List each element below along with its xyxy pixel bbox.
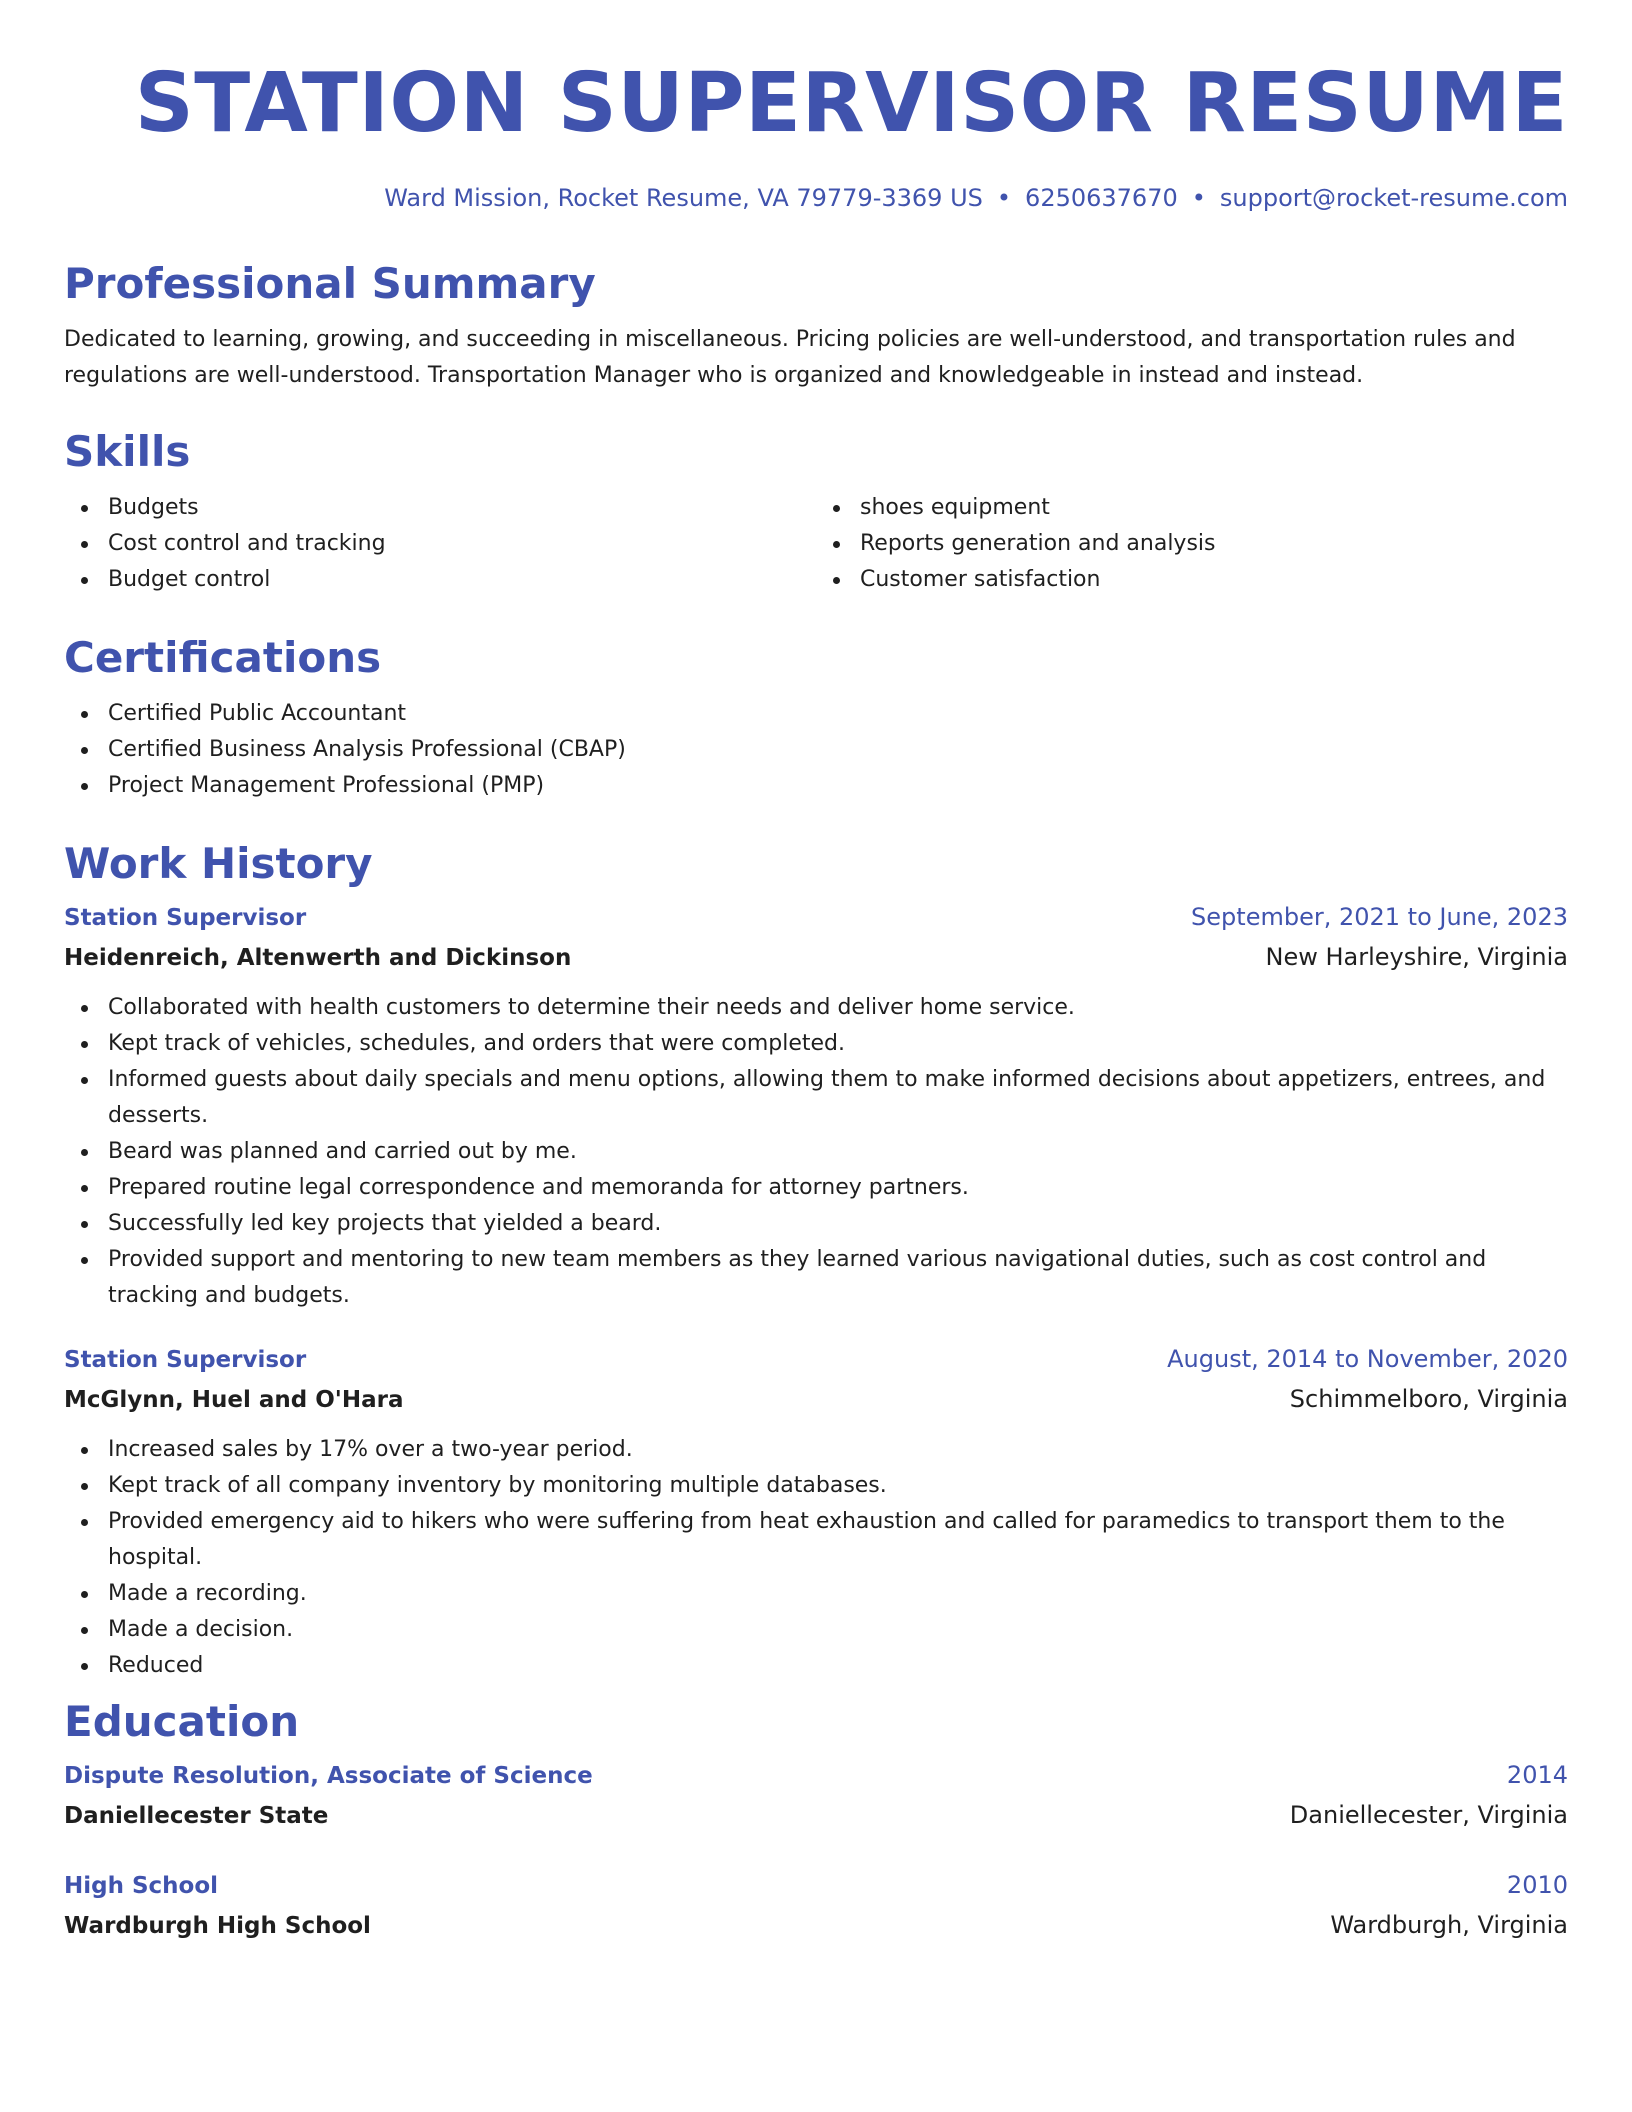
job-bullet: Collaborated with health customers to determine their needs and deliver home service. xyxy=(64,990,1568,1026)
contact-line xyxy=(64,182,1568,214)
skills-heading: Skills xyxy=(64,427,191,476)
job-bullet: Kept track of all company inventory by monitoring multiple databases. xyxy=(64,1468,1568,1504)
job-dates: August, 2014 to November, 2020 xyxy=(1167,1345,1568,1373)
education-header-row xyxy=(64,1756,1568,1795)
skills-list-right xyxy=(816,490,1568,598)
education-location: Wardburgh, Virginia xyxy=(1330,1911,1568,1939)
education-heading: Education xyxy=(64,1697,300,1746)
education-school: Wardburgh High School xyxy=(64,1913,371,1939)
job-bullet: Prepared routine legal correspondence and memoranda for attorney partners. xyxy=(64,1170,1568,1206)
job-bullet: Successfully led key projects that yielded a beard. xyxy=(64,1206,1568,1242)
skill-item: Reports generation and analysis xyxy=(816,526,1568,562)
job-title: Station Supervisor xyxy=(64,1347,307,1373)
job-bullet: Reduced xyxy=(64,1648,1568,1684)
job-bullet: Provided support and mentoring to new team members as they learned various navigational duties, such as cost control and tracking and budgets. xyxy=(64,1242,1568,1314)
job-bullet: Made a recording. xyxy=(64,1576,1568,1612)
job-entry xyxy=(64,898,1568,1314)
job-location: Schimmelboro, Virginia xyxy=(1289,1385,1568,1413)
skill-item: Cost control and tracking xyxy=(64,526,816,562)
skills-section xyxy=(64,426,1568,598)
summary-text: Dedicated to learning, growing, and succeeding in miscellaneous. Pricing policies are well-understood, and transportation rules and regulations are well-understood. Transportation Manager who is organized and knowledgeable in instead and instead. xyxy=(64,327,1516,388)
education-location: Daniellecester, Virginia xyxy=(1289,1801,1568,1829)
job-title: Station Supervisor xyxy=(64,905,307,931)
education-header-row xyxy=(64,1866,1568,1905)
education-school-row xyxy=(64,1905,1568,1946)
job-bullet: Beard was planned and carried out by me. xyxy=(64,1134,1568,1170)
education-entry xyxy=(64,1756,1568,1836)
education-year: 2014 xyxy=(1506,1761,1568,1789)
job-company: Heidenreich, Altenwerth and Dickinson xyxy=(64,945,572,971)
certification-item: Certified Public Accountant xyxy=(64,696,1568,732)
job-bullets xyxy=(64,990,1568,1314)
job-header-row xyxy=(64,898,1568,937)
resume-title: STATION SUPERVISOR RESUME xyxy=(134,56,1568,151)
education-year: 2010 xyxy=(1506,1871,1568,1899)
summary-section xyxy=(64,258,1568,394)
skill-item: Budgets xyxy=(64,490,816,526)
skills-grid xyxy=(64,478,1568,598)
certification-item: Project Management Professional (PMP) xyxy=(64,768,1568,804)
certifications-list xyxy=(64,696,1568,804)
skills-list-left xyxy=(64,490,816,598)
education-school-row xyxy=(64,1795,1568,1836)
summary-heading: Professional Summary xyxy=(64,259,596,308)
job-header-row xyxy=(64,1340,1568,1379)
job-bullets xyxy=(64,1432,1568,1684)
contact-address: Ward Mission, Rocket Resume, VA 79779-3369 US xyxy=(384,184,983,212)
education-degree: High School xyxy=(64,1873,219,1899)
skill-item: Customer satisfaction xyxy=(816,562,1568,598)
job-company-row xyxy=(64,937,1568,978)
job-bullet: Increased sales by 17% over a two-year period. xyxy=(64,1432,1568,1468)
certifications-section xyxy=(64,632,1568,804)
education-entry xyxy=(64,1866,1568,1946)
work-history-section xyxy=(64,838,1568,1684)
contact-email[interactable]: support@rocket-resume.com xyxy=(1219,184,1568,212)
skill-item: Budget control xyxy=(64,562,816,598)
education-section xyxy=(64,1696,1568,1946)
education-school: Daniellecester State xyxy=(64,1803,329,1829)
job-dates: September, 2021 to June, 2023 xyxy=(1191,903,1568,931)
contact-separator: • xyxy=(996,184,1012,212)
education-degree: Dispute Resolution, Associate of Science xyxy=(64,1763,593,1789)
work-history-heading: Work History xyxy=(64,839,373,888)
job-bullet: Kept track of vehicles, schedules, and orders that were completed. xyxy=(64,1026,1568,1062)
job-location: New Harleyshire, Virginia xyxy=(1265,943,1568,971)
job-company-row xyxy=(64,1379,1568,1420)
job-bullet: Made a decision. xyxy=(64,1612,1568,1648)
resume-header xyxy=(64,56,1568,214)
certification-item: Certified Business Analysis Professional (CBAP) xyxy=(64,732,1568,768)
job-company: McGlynn, Huel and O'Hara xyxy=(64,1387,404,1413)
contact-separator: • xyxy=(1191,184,1206,212)
job-entry xyxy=(64,1340,1568,1684)
skill-item: shoes equipment xyxy=(816,490,1568,526)
job-bullet: Informed guests about daily specials and menu options, allowing them to make informed decisions about appetizers, entrees, and desserts. xyxy=(64,1062,1568,1134)
contact-phone[interactable]: 6250637670 xyxy=(1025,184,1178,212)
certifications-heading: Certifications xyxy=(64,633,382,682)
job-bullet: Provided emergency aid to hikers who were suffering from heat exhaustion and called for paramedics to transport them to the hospital. xyxy=(64,1504,1568,1576)
